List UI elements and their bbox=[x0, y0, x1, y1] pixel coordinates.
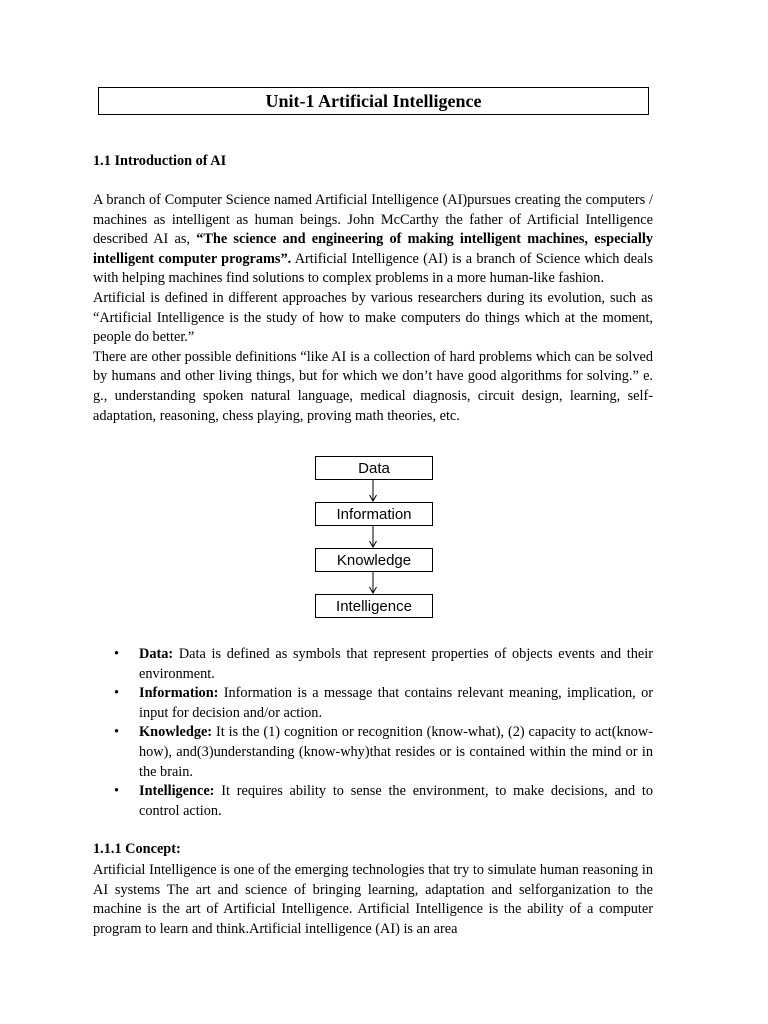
diagram-box-information: Information bbox=[315, 502, 433, 526]
list-item bbox=[93, 782, 653, 821]
bullet-icon: • bbox=[114, 783, 120, 800]
list-item bbox=[93, 645, 653, 684]
list-term: Information: bbox=[139, 685, 219, 702]
arrow-down-icon bbox=[368, 480, 378, 502]
bullet-icon: • bbox=[114, 724, 120, 741]
intro-p1-text-end: Artificial Intelligence (AI) is a branch of Science which deals with helping machines find solutions to complex problems in a more human-like fashion. bbox=[93, 250, 654, 287]
dikw-diagram bbox=[315, 456, 433, 618]
section-heading-intro: 1.1 Introduction of AI bbox=[93, 153, 227, 169]
list-term: Intelligence: bbox=[139, 783, 215, 800]
list-text: Information is a message that contains relevant meaning, implication, or input for decision and/or action. bbox=[139, 685, 653, 721]
list-item bbox=[93, 684, 653, 723]
arrow-down-icon bbox=[368, 526, 378, 548]
intro-text bbox=[93, 191, 653, 426]
definitions-list bbox=[93, 645, 653, 821]
diagram-box-intelligence: Intelligence bbox=[315, 594, 433, 618]
list-text: Data is defined as symbols that represent properties of objects events and their environment. bbox=[139, 646, 653, 682]
list-text: It is the (1) cognition or recognition (know-what), (2) capacity to act(know-how), and(3)understanding (know-why)that resides or is contained within the mind or in the brain. bbox=[139, 724, 653, 780]
list-term: Knowledge: bbox=[139, 724, 213, 741]
bullet-icon: • bbox=[114, 685, 120, 702]
list-text: It requires ability to sense the environment, to make decisions, and to control action. bbox=[139, 783, 653, 819]
section-heading-concept: 1.1.1 Concept: bbox=[93, 841, 181, 857]
list-term: Data: bbox=[139, 646, 174, 662]
intro-paragraph-3: There are other possible definitions “like AI is a collection of hard problems which can be solved by humans and other living things, but for which we don’t have good algorithms for solving.” e. g., understanding spoken natural language, medical diagnosis, circuit design, learning, self-adaptation, reasoning, chess playing, proving math theories, etc. bbox=[93, 348, 653, 424]
intro-p1-text: A branch of Computer Science named Artificial Intelligence (AI)pursues creating the computers / machines as intelligent as human beings. John McCarthy the father of Artificial Intelligence described AI as, bbox=[93, 192, 653, 248]
intro-paragraph-2: Artificial is defined in different approaches by various researchers during its evolution, such as “Artificial Intelligence is the study of how to make computers do things which at the moment, people do better.” bbox=[93, 289, 653, 346]
arrow-down-icon bbox=[368, 572, 378, 594]
ai-definition-quote: “The science and engineering of making intelligent machines, especially intelligent computer programs”. bbox=[93, 231, 653, 267]
concept-text bbox=[93, 861, 653, 939]
diagram-box-knowledge: Knowledge bbox=[315, 548, 433, 572]
intro-paragraph-1 bbox=[93, 191, 653, 289]
page-title: Unit-1 Artificial Intelligence bbox=[98, 87, 649, 115]
list-item bbox=[93, 723, 653, 782]
bullet-icon: • bbox=[114, 646, 120, 662]
concept-paragraph-1: Artificial Intelligence is one of the emerging technologies that try to simulate human reasoning in AI systems The art and science of bringing learning, adaptation and selforganization to the machine is the art of Artificial Intelligence. Artificial Intelligence is the ability of a computer program to learn and think.Artificial intelligence (AI) is an area bbox=[93, 862, 653, 937]
diagram-box-data: Data bbox=[315, 456, 433, 480]
